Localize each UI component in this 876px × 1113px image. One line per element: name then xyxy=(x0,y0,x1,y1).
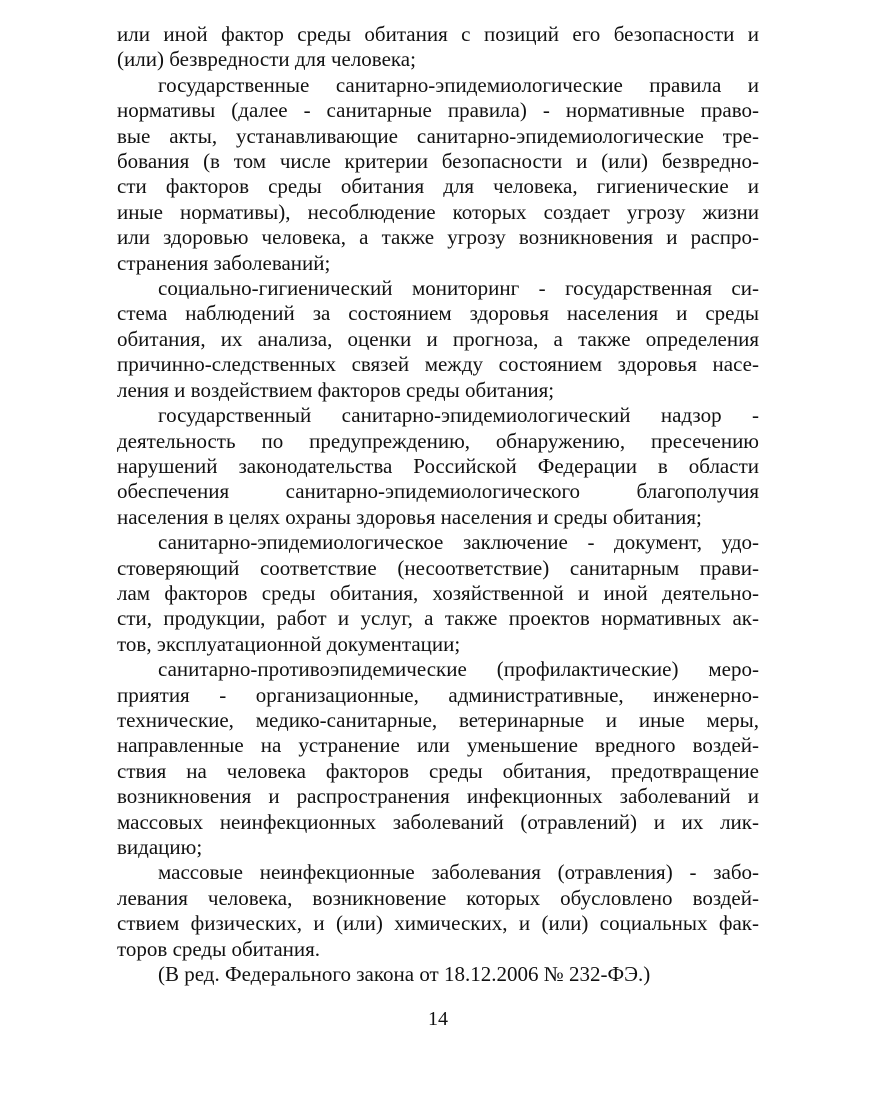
text-line: приятия - организационные, административные, инженерно- xyxy=(117,682,759,707)
text-line: вые акты, устанавливающие санитарно-эпидемиологические тре- xyxy=(117,123,759,148)
text-line: возникновения и распространения инфекционных заболеваний и xyxy=(117,784,759,809)
text-line: торов среды обитания. xyxy=(117,936,321,961)
text-line: левания человека, возникновение которых обусловлено воздей- xyxy=(117,885,759,910)
text-line: ствия на человека факторов среды обитания, предотвращение xyxy=(117,758,759,783)
text-line: тов, эксплуатационной документации; xyxy=(117,631,461,656)
page-number: 14 xyxy=(428,1008,448,1030)
text-line: обитания, их анализа, оценки и прогноза, а также определения xyxy=(117,326,759,351)
text-line: деятельность по предупреждению, обнаружению, пресечению xyxy=(117,428,759,453)
text-line: (В ред. Федерального закона от 18.12.2006 № 232-ФЭ.) xyxy=(158,962,651,987)
document-body xyxy=(117,22,759,987)
text-line: населения в целях охраны здоровья населения и среды обитания; xyxy=(117,504,702,529)
text-line: обеспечения санитарно-эпидемиологического благополучия xyxy=(117,479,759,504)
text-line: или иной фактор среды обитания с позиций его безопасности и xyxy=(117,22,759,46)
text-line: причинно-следственных связей между состоянием здоровья насе- xyxy=(117,352,759,377)
text-line: ствием физических, и (или) химических, и (или) социальных фак- xyxy=(117,911,759,936)
text-line: социально-гигиенический мониторинг - государственная си- xyxy=(158,276,759,301)
text-line: видацию; xyxy=(117,835,203,859)
text-line: стема наблюдений за состоянием здоровья населения и среды xyxy=(117,301,759,326)
text-line: направленные на устранение или уменьшение вредного воздей- xyxy=(117,733,759,758)
text-line: сти факторов среды обитания для человека, гигиенические и xyxy=(117,174,759,199)
text-line: (или) безвредности для человека; xyxy=(117,47,416,72)
text-line: стоверяющий соответствие (несоответствие) санитарным прави- xyxy=(117,555,759,580)
text-line: или здоровью человека, а также угрозу возникновения и распро- xyxy=(117,225,759,250)
text-line: технические, медико-санитарные, ветеринарные и иные меры, xyxy=(117,707,759,732)
text-line: странения заболеваний; xyxy=(117,250,331,275)
text-line: государственные санитарно-эпидемиологические правила и xyxy=(158,72,759,97)
text-line: лам факторов среды обитания, хозяйственной и иной деятельно- xyxy=(117,580,759,605)
text-line: массовых неинфекционных заболеваний (отравлений) и их лик- xyxy=(117,809,759,834)
text-line: сти, продукции, работ и услуг, а также проектов нормативных ак- xyxy=(117,606,759,631)
text-line: нормативы (далее - санитарные правила) - нормативные право- xyxy=(117,98,759,123)
text-line: массовые неинфекционные заболевания (отравления) - забо- xyxy=(158,860,759,885)
text-line: иные нормативы), несоблюдение которых создает угрозу жизни xyxy=(117,199,759,224)
text-line: санитарно-эпидемиологическое заключение - документ, удо- xyxy=(158,530,759,555)
text-line: нарушений законодательства Российской Федерации в области xyxy=(117,453,759,478)
text-line: государственный санитарно-эпидемиологический надзор - xyxy=(158,403,759,428)
text-line: бования (в том числе критерии безопасности и (или) безвредно- xyxy=(117,149,759,174)
text-line: ления и воздействием факторов среды обитания; xyxy=(117,377,555,402)
text-line: санитарно-противоэпидемические (профилактические) меро- xyxy=(158,657,759,682)
